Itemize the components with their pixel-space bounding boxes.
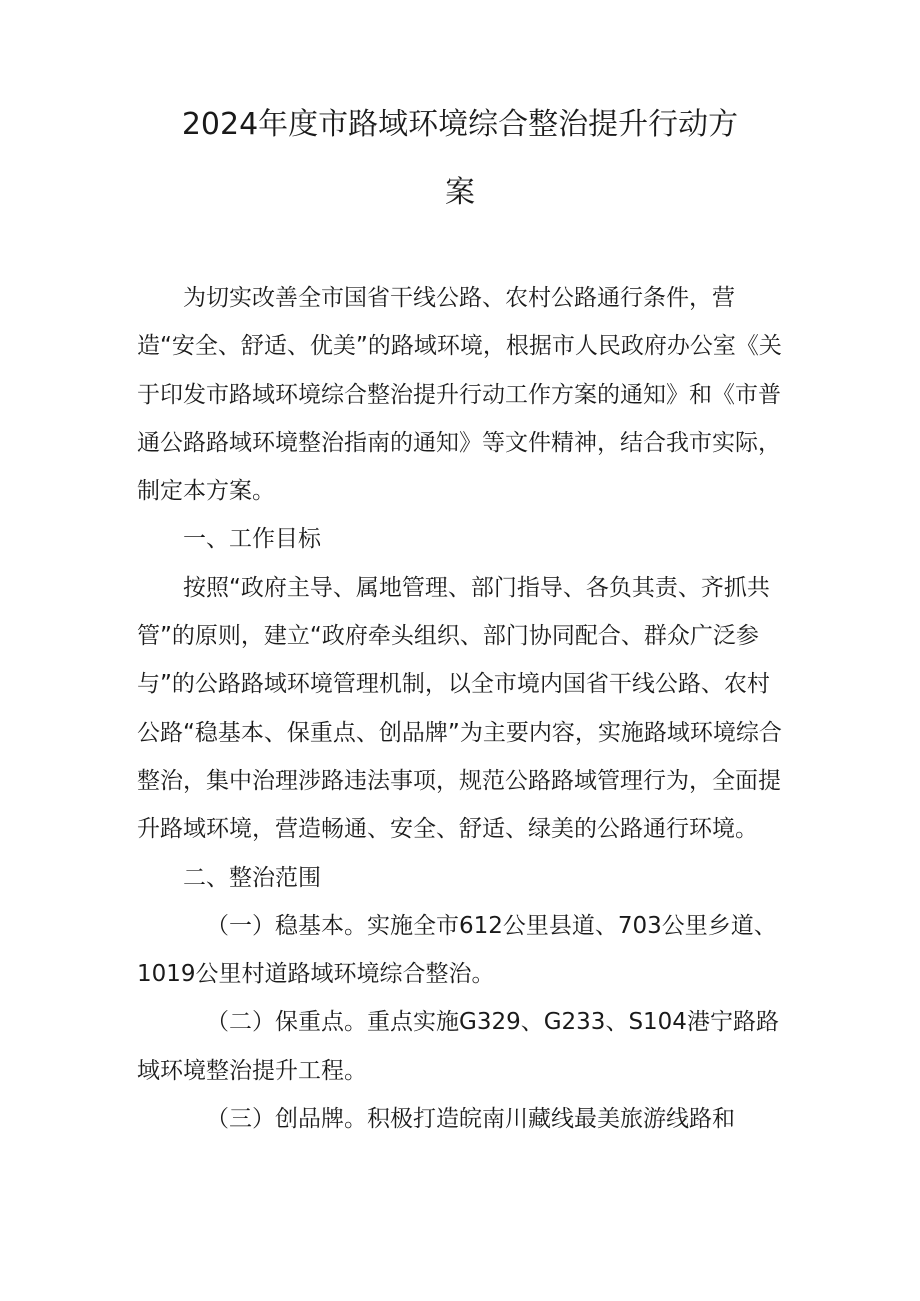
paragraph-intro: 为切实改善全市国省干线公路、农村公路通行条件，营造“安全、舒适、优美”的路域环境，根据市人民政府办公室《关于印发市路域环境综合整治提升行动工作方案的通知》和《市普通公路路域环境整治指南的通知》等文件精神，结合我市实际，制定本方案。 [137, 285, 782, 505]
paragraph-scope-item-3: （三）创品牌。积极打造皖南川藏线最美旅游线路和 [206, 1106, 735, 1133]
section-heading-scope: 二、整治范围 [183, 864, 321, 891]
paragraph-scope-item-2: （二）保重点。重点实施G329、G233、S104港宁路路域环境整治提升工程。 [137, 1009, 779, 1084]
document-title-line2: 案 [445, 175, 475, 210]
paragraph-scope-item-1: （一）稳基本。实施全市612公里县道、703公里乡道、1019公里村道路域环境综合整治。 [137, 912, 777, 988]
document-body [137, 274, 787, 1143]
paragraph-goals: 按照“政府主导、属地管理、部门指导、各负其责、齐抓共管”的原则，建立“政府牵头组织、部门协同配合、群众广泛参与”的公路路域环境管理机制，以全市境内国省干线公路、农村公路“稳基本、保重点、创品牌”为主要内容，实施路域环境综合整治，集中治理涉路违法事项，规范公路路域管理行为，全面提升路域环境，营造畅通、安全、舒适、绿美的公路通行环境。 [137, 574, 782, 843]
document-title-line1: 2024年度市路域环境综合整治提升行动方 [181, 107, 739, 142]
section-heading-goals: 一、工作目标 [183, 526, 321, 553]
